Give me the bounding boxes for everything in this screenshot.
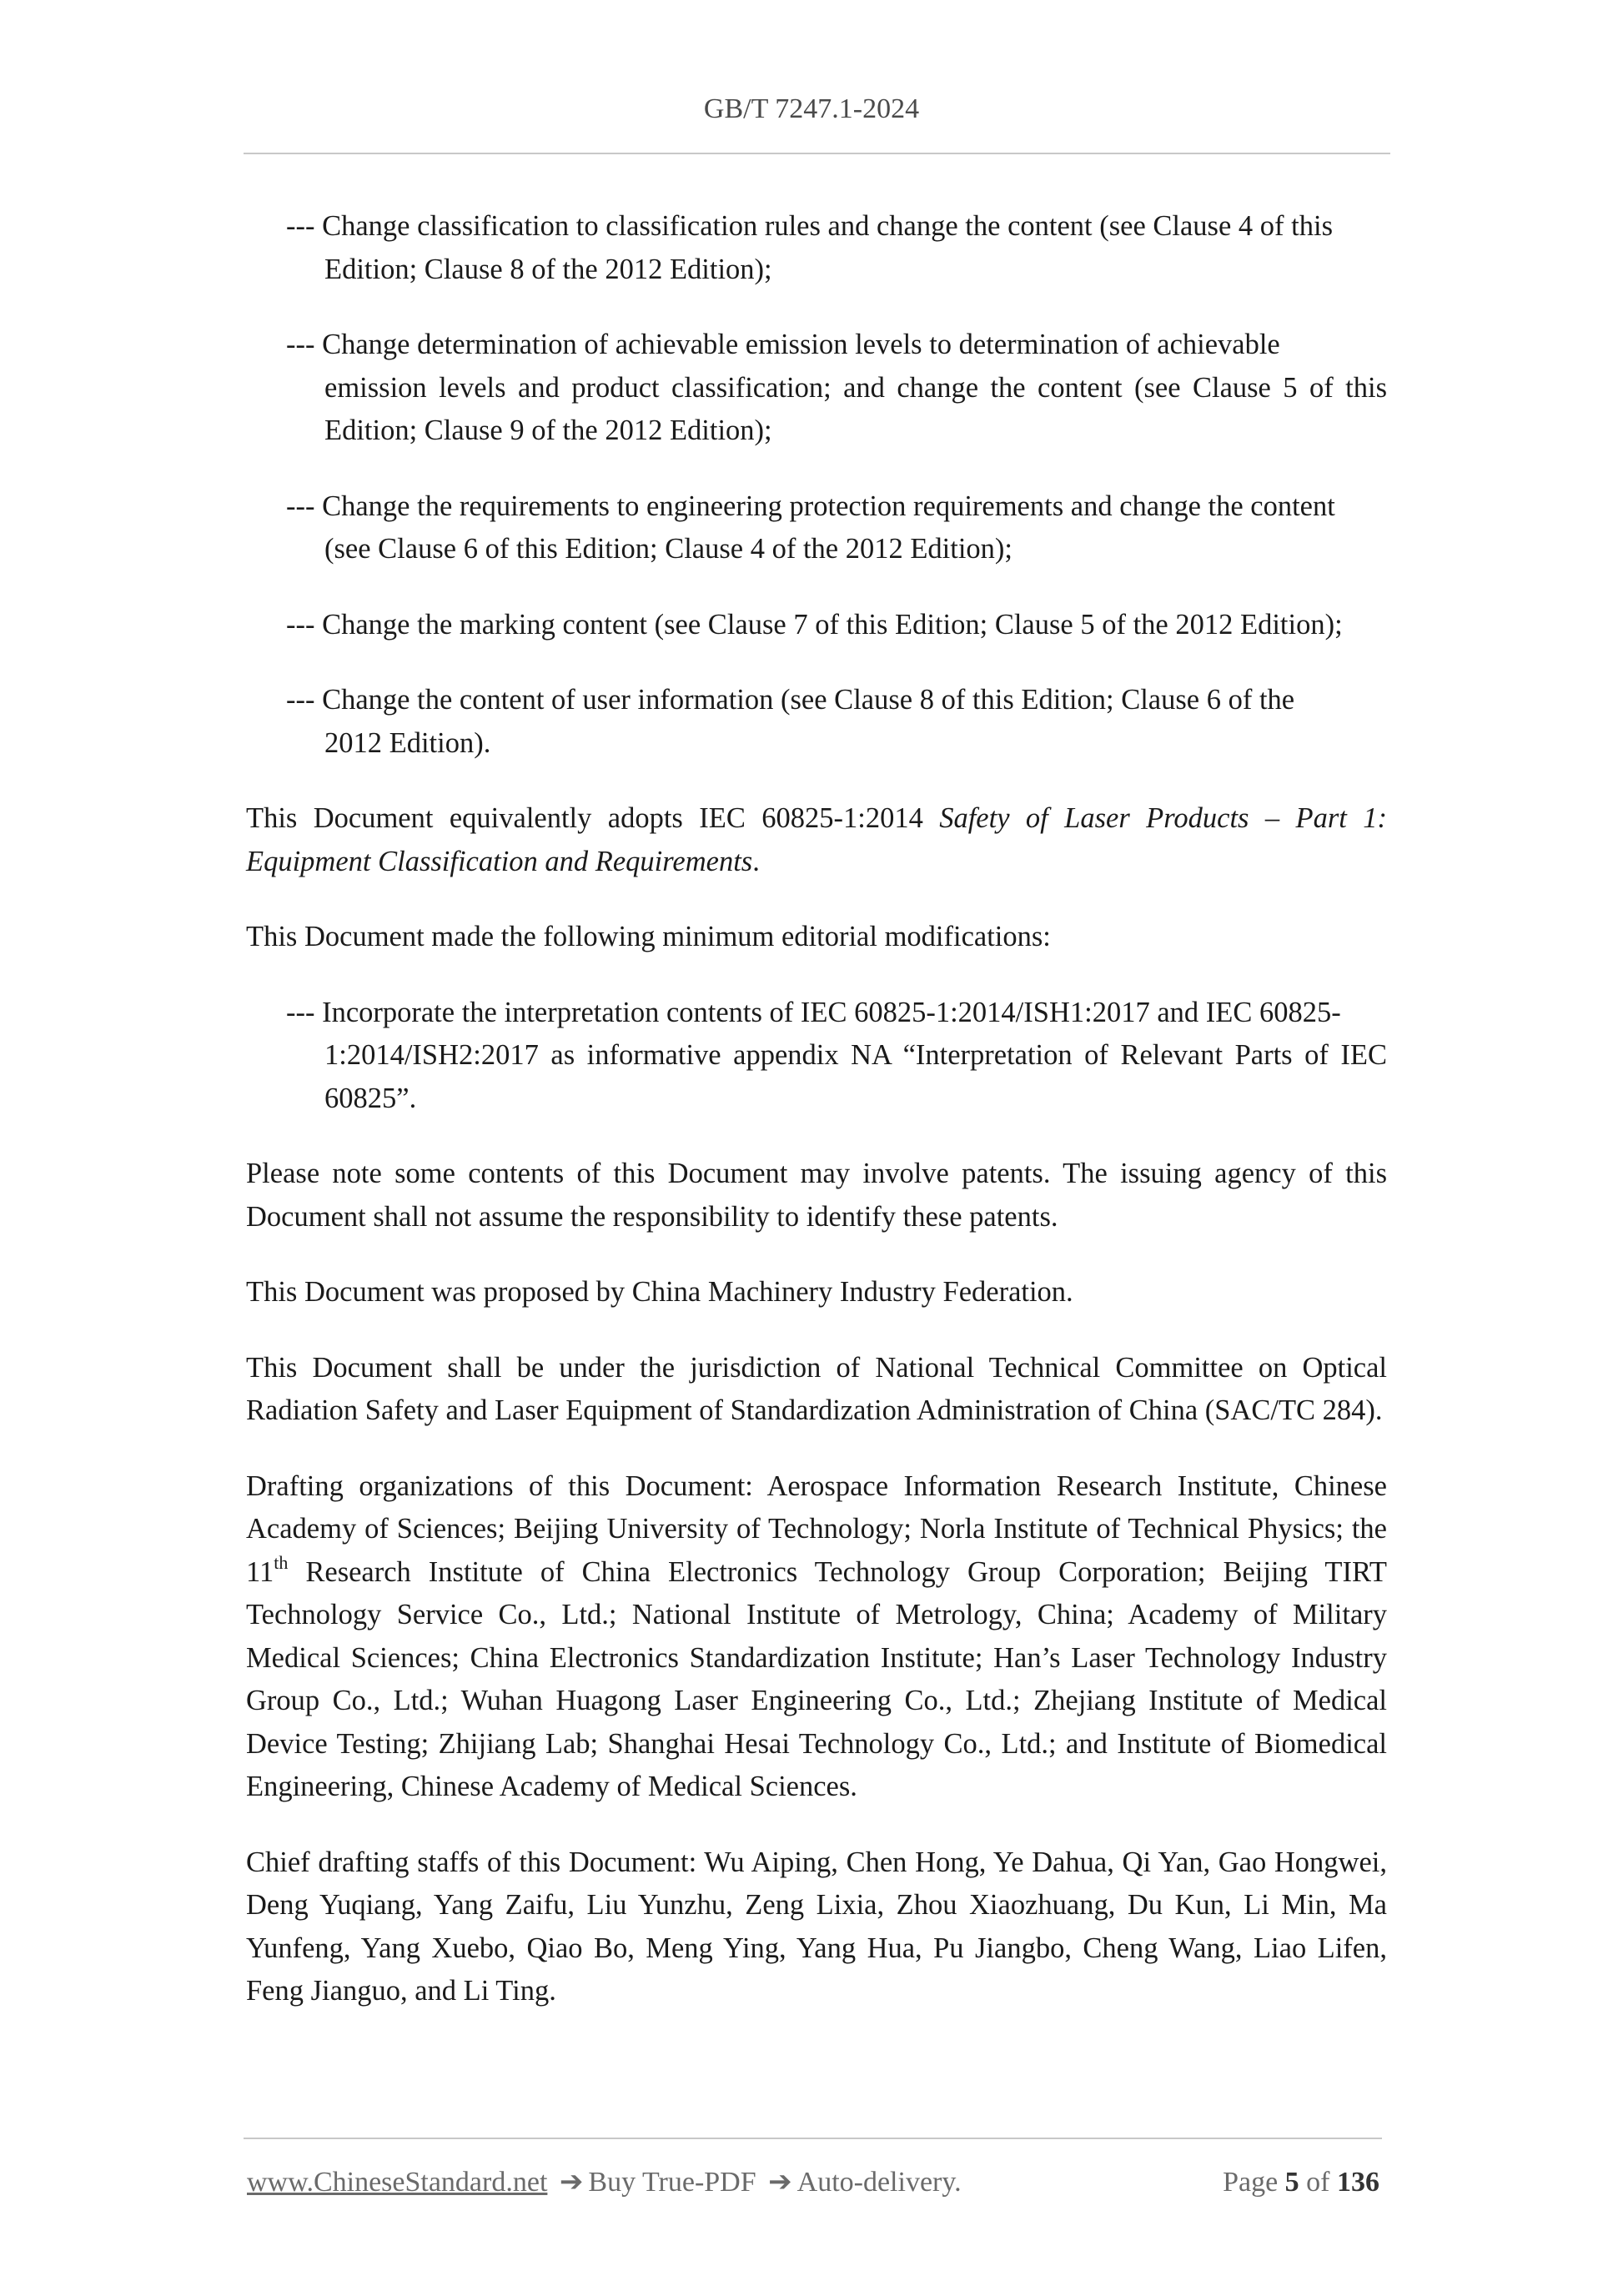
- page-label: Page: [1223, 2167, 1279, 2198]
- ordinal-superscript: th: [274, 1552, 289, 1573]
- arrow-right-icon: ➔: [768, 2167, 792, 2198]
- list-item: [286, 205, 1387, 291]
- bullet-continuation: Edition; Clause 8 of the 2012 Edition);: [324, 253, 772, 285]
- page-footer: [247, 2165, 1379, 2198]
- adoption-suffix: .: [752, 845, 760, 877]
- buy-pdf-text: Buy True-PDF: [588, 2167, 756, 2198]
- footer-left: [247, 2165, 962, 2198]
- jurisdiction-paragraph: This Document shall be under the jurisdiction of National Technical Committee on Optical Radiation Safety and Laser Equipment of Standardization Administration of China (SAC/TC 284).: [246, 1351, 1387, 1426]
- adoption-prefix: This Document equivalently adopts IEC 60825-1:2014: [246, 802, 940, 834]
- bullet-dash: ---: [286, 329, 323, 360]
- of-label: of: [1306, 2167, 1330, 2198]
- bullet-dash: ---: [286, 684, 323, 716]
- bullet-text: Incorporate the interpretation contents of IEC 60825-1:2014/ISH1:2017 and IEC 60825-: [322, 996, 1341, 1028]
- bullet-continuation: 2012 Edition).: [324, 726, 491, 759]
- adoption-paragraph: [246, 797, 1387, 883]
- bullet-continuation: emission levels and product classification; and change the content (see Clause 5 of this Edition; Clause 9 of the 2012 Edition);: [324, 371, 1387, 446]
- current-page: 5: [1284, 2167, 1299, 2198]
- list-item: [286, 679, 1387, 765]
- drafting-staff-paragraph: Chief drafting staffs of this Document: Wu Aiping, Chen Hong, Ye Dahua, Qi Yan, Gao Hongwei, Deng Yuqiang, Yang Zaifu, Liu Yunzhu, Zeng Lixia, Zhou Xiaozhuang, Du Kun, Li Min, Ma Yunfeng, Yang Xuebo, Qiao Bo, Meng Ying, Yang Hua, Pu Jiangbo, Cheng Wang, Liao Lifen, Feng Jianguo, and Li Ting.: [246, 1846, 1387, 2007]
- bullet-text: Change determination of achievable emission levels to determination of achievable: [322, 329, 1280, 360]
- list-item: [286, 485, 1387, 571]
- drafting-organizations-paragraph: [246, 1465, 1387, 1809]
- bullet-dash: ---: [286, 996, 323, 1028]
- arrow-right-icon: ➔: [559, 2167, 584, 2198]
- proposed-paragraph: This Document was proposed by China Machinery Industry Federation.: [246, 1276, 1073, 1308]
- list-item: [286, 324, 1387, 453]
- drafting-part2: Research Institute of China Electronics Technology Group Corporation; Beijing TIRT Technology Service Co., Ltd.; National Institute of Metrology, China; Academy of Military Medical Sciences; China Electronics Standardization Institute; Han’s Laser Technology Industry Group Co., Ltd.; Wuhan Huagong Laser Engineering Co., Ltd.; Zhejiang Institute of Medical Device Testing; Zhijiang Lab; Shanghai Hesai Technology Co., Ltd.; and Institute of Biomedical Engineering, Chinese Academy of Medical Sciences.: [246, 1555, 1387, 1802]
- bullet-continuation: 1:2014/ISH2:2017 as informative appendix NA “Interpretation of Relevant Parts of IEC 60825”.: [324, 1039, 1387, 1114]
- bullet-dash: ---: [286, 608, 323, 641]
- list-item: [286, 992, 1387, 1121]
- page-content: [246, 205, 1387, 2046]
- website-link[interactable]: www.ChineseStandard.net: [247, 2167, 548, 2198]
- header-divider: [244, 153, 1390, 154]
- bullet-dash: ---: [286, 210, 323, 242]
- bullet-text: Change the content of user information (see Clause 8 of this Edition; Clause 6 of the: [322, 684, 1295, 716]
- drafting-part1: Drafting organizations of this Document: Aerospace Information Research Institute, Chinese Academy of Sciences; Beijing University of Technology; Norla Institute of Technical Physics; the 11: [246, 1470, 1387, 1588]
- adopted-standard-title: Safety of Laser Products – Part 1: Equipment Classification and Requirements: [246, 802, 1387, 877]
- bullet-text: Change the requirements to engineering protection requirements and change the content: [322, 490, 1335, 522]
- modifications-intro: This Document made the following minimum editorial modifications:: [246, 921, 1051, 952]
- patents-paragraph: Please note some contents of this Document may involve patents. The issuing agency of this Document shall not assume the responsibility to identify these patents.: [246, 1158, 1387, 1233]
- bullet-text: Change classification to classification rules and change the content (see Clause 4 of this: [322, 210, 1334, 242]
- bullet-continuation: (see Clause 6 of this Edition; Clause 4 of the 2012 Edition);: [324, 533, 1013, 565]
- bullet-text: Change the marking content (see Clause 7 of this Edition; Clause 5 of the 2012 Edition);: [322, 608, 1343, 641]
- auto-delivery-text: Auto-delivery.: [796, 2167, 962, 2198]
- footer-divider: [244, 2138, 1382, 2139]
- document-code-header: GB/T 7247.1-2024: [703, 93, 920, 124]
- page-number: [1223, 2167, 1379, 2198]
- list-item: [286, 604, 1387, 647]
- total-pages: 136: [1337, 2167, 1379, 2198]
- bullet-dash: ---: [286, 490, 323, 522]
